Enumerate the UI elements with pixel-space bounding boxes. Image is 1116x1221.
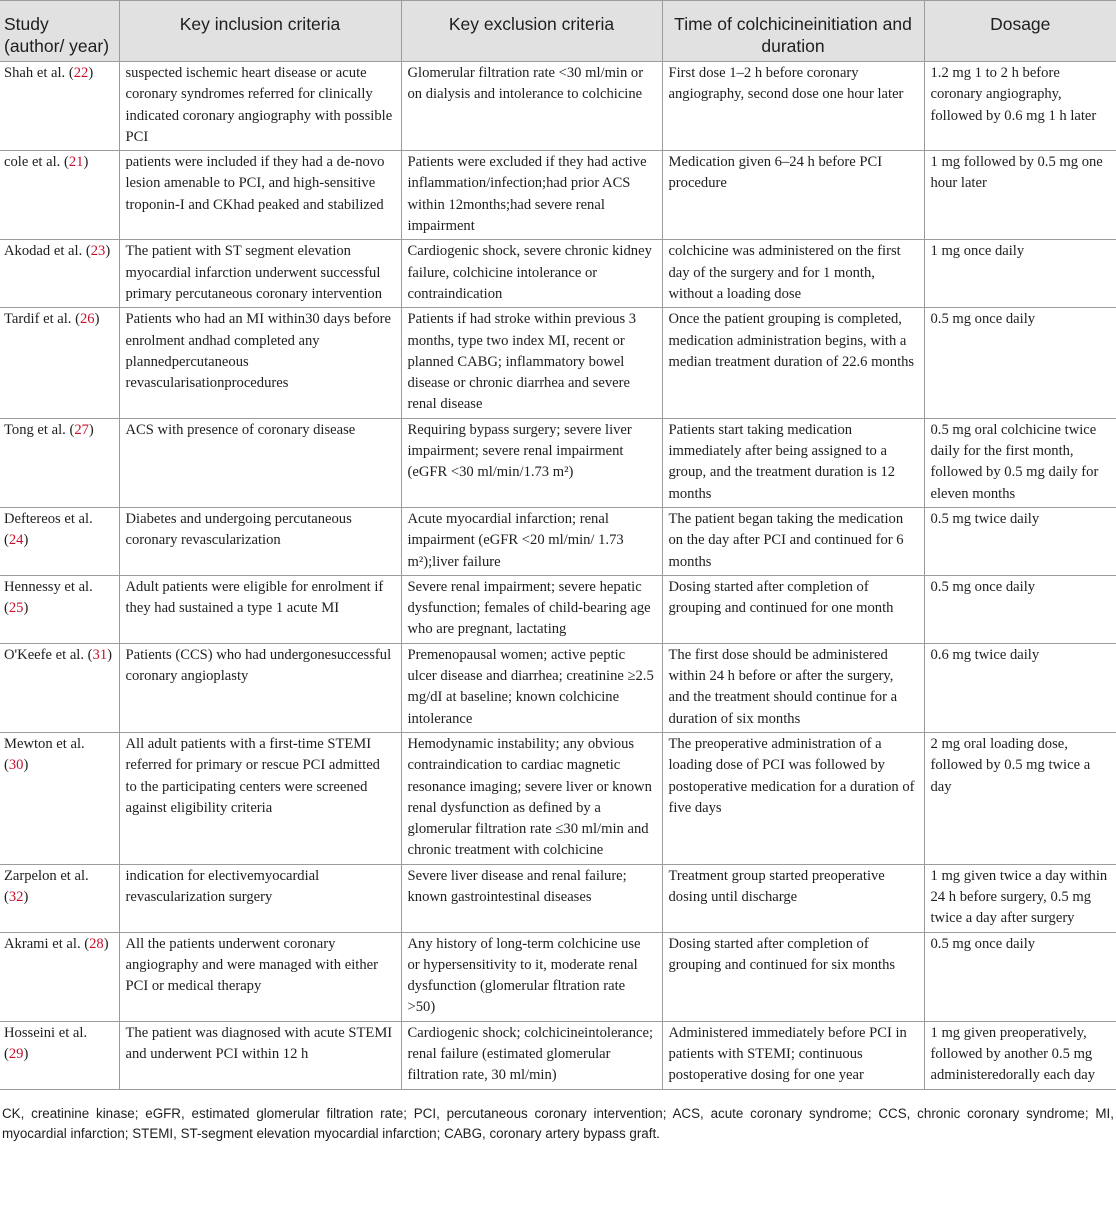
cell-inclusion: The patient was diagnosed with acute STEMI and underwent PCI within 12 h bbox=[119, 1021, 401, 1089]
cell-study: Shah et al. (22) bbox=[0, 62, 119, 151]
cell-exclusion: Severe renal impairment; severe hepatic dysfunction; females of child-bearing age who are pregnant, lactating bbox=[401, 575, 662, 643]
cell-study: Akrami et al. (28) bbox=[0, 932, 119, 1021]
cell-study: Akodad et al. (23) bbox=[0, 240, 119, 308]
reference-link[interactable]: 22 bbox=[73, 65, 89, 81]
cell-inclusion: Adult patients were eligible for enrolment if they had sustained a type 1 acute MI bbox=[119, 575, 401, 643]
cell-dosage: 1 mg given preoperatively, followed by another 0.5 mg administeredorally each day bbox=[924, 1021, 1116, 1089]
cell-exclusion: Requiring bypass surgery; severe liver impairment; severe renal impairment (eGFR <30 ml/min/1.73 m²) bbox=[401, 418, 662, 507]
cell-inclusion: Patients (CCS) who had undergonesuccessful coronary angioplasty bbox=[119, 643, 401, 732]
header-exclusion: Key exclusion criteria bbox=[401, 1, 662, 62]
table-row bbox=[0, 575, 1116, 643]
header-inclusion: Key inclusion criteria bbox=[119, 1, 401, 62]
reference-link[interactable]: 23 bbox=[90, 243, 106, 260]
cell-study: Mewton et al. (30) bbox=[0, 732, 119, 864]
cell-timing: The patient began taking the medication on the day after PCI and continued for 6 months bbox=[662, 507, 924, 575]
table-footnote: CK, creatinine kinase; eGFR, estimated glomerular filtration rate; PCI, percutaneous coronary intervention; ACS, acute coronary syndrome; CCS, chronic coronary syndrome; MI, myocardial infarction; STEMI, ST-segment elevation myocardial infarction; CABG, coronary artery bypass graft. bbox=[2, 1105, 1114, 1141]
cell-timing: Medication given 6–24 h before PCI procedure bbox=[662, 151, 924, 240]
reference-link[interactable]: 28 bbox=[89, 935, 104, 952]
study-name: Hennessy et al. bbox=[4, 578, 93, 595]
cell-inclusion: Diabetes and undergoing percutaneous coronary revascularization bbox=[119, 507, 401, 575]
cell-study: O'Keefe et al. (31) bbox=[0, 643, 119, 732]
study-name: Deftereos et al. bbox=[4, 510, 93, 527]
cell-exclusion: Premenopausal women; active peptic ulcer disease and diarrhea; creatinine ≥2.5 mg/dI at baseline; known colchicine intolerance bbox=[401, 643, 662, 732]
cell-dosage: 1 mg given twice a day within 24 h before surgery, 0.5 mg twice a day after surgery bbox=[924, 864, 1116, 932]
cell-timing: The first dose should be administered within 24 h before or after the surgery, and the treatment should continue for a duration of six months bbox=[662, 643, 924, 732]
table-row bbox=[0, 507, 1116, 575]
cell-dosage: 1.2 mg 1 to 2 h before coronary angiography, followed by 0.6 mg 1 h later bbox=[924, 62, 1116, 151]
reference-link[interactable]: 26 bbox=[79, 311, 95, 328]
cell-inclusion: suspected ischemic heart disease or acute coronary syndromes referred for clinically indicated coronary angiography with possible PCI bbox=[119, 62, 401, 151]
table-row bbox=[0, 418, 1116, 507]
cell-timing: First dose 1–2 h before coronary angiography, second dose one hour later bbox=[662, 62, 924, 151]
cell-dosage: 0.6 mg twice daily bbox=[924, 643, 1116, 732]
cell-inclusion: The patient with ST segment elevation myocardial infarction underwent successful primary percutaneous coronary intervention bbox=[119, 240, 401, 308]
table-row bbox=[0, 151, 1116, 240]
cell-inclusion: patients were included if they had a de-novo lesion amenable to PCI, and high-sensitive troponin-I and CKhad peaked and stabilized bbox=[119, 151, 401, 240]
reference-link[interactable]: 25 bbox=[8, 600, 24, 617]
cell-timing: Treatment group started preoperative dosing until discharge bbox=[662, 864, 924, 932]
cell-exclusion: Cardiogenic shock; colchicineintolerance; renal failure (estimated glomerular filtration rate, 30 ml/min) bbox=[401, 1021, 662, 1089]
table-row bbox=[0, 1021, 1116, 1089]
reference-link[interactable]: 32 bbox=[8, 888, 24, 905]
header-row bbox=[0, 1, 1116, 62]
reference-link[interactable]: 30 bbox=[8, 757, 24, 774]
reference-link[interactable]: 24 bbox=[8, 532, 24, 549]
study-name: Tardif et al. bbox=[4, 311, 72, 328]
cell-timing: Patients start taking medication immediately after being assigned to a group, and the treatment duration is 12 months bbox=[662, 418, 924, 507]
cell-inclusion: indication for electivemyocardial revascularization surgery bbox=[119, 864, 401, 932]
cell-study: Zarpelon et al. (32) bbox=[0, 864, 119, 932]
cell-inclusion: All adult patients with a first-time STEMI referred for primary or rescue PCI admitted to the participating centers were screened against eligibility criteria bbox=[119, 732, 401, 864]
cell-inclusion: Patients who had an MI within30 days before enrolment andhad completed any plannedpercutaneous revascularisationprocedures bbox=[119, 308, 401, 418]
reference-link[interactable]: 31 bbox=[92, 646, 108, 663]
cell-timing: The preoperative administration of a loading dose of PCI was followed by postoperative medication for a duration of five days bbox=[662, 732, 924, 864]
table-row bbox=[0, 732, 1116, 864]
study-name: cole et al. bbox=[4, 154, 61, 171]
table-row bbox=[0, 240, 1116, 308]
cell-exclusion: Severe liver disease and renal failure; known gastrointestinal diseases bbox=[401, 864, 662, 932]
cell-dosage: 0.5 mg twice daily bbox=[924, 507, 1116, 575]
study-name: Akrami et al. bbox=[4, 935, 81, 952]
reference-link[interactable]: 21 bbox=[68, 154, 84, 171]
cell-dosage: 0.5 mg once daily bbox=[924, 308, 1116, 418]
cell-exclusion: Hemodynamic instability; any obvious contraindication to cardiac magnetic resonance imaging; severe liver or known renal dysfunction as defined by a glomerular filtration rate ≤30 ml/min and chronic treatment with colchicine bbox=[401, 732, 662, 864]
header-dosage: Dosage bbox=[924, 1, 1116, 62]
study-name: O'Keefe et al. bbox=[4, 646, 85, 663]
cell-timing: colchicine was administered on the first day of the surgery and for 1 month, without a loading dose bbox=[662, 240, 924, 308]
cell-timing: Dosing started after completion of grouping and continued for one month bbox=[662, 575, 924, 643]
cell-inclusion: All the patients underwent coronary angiography and were managed with either PCI or medical therapy bbox=[119, 932, 401, 1021]
cell-exclusion: Acute myocardial infarction; renal impairment (eGFR <20 ml/min/ 1.73 m²);liver failure bbox=[401, 507, 662, 575]
cell-timing: Dosing started after completion of grouping and continued for six months bbox=[662, 932, 924, 1021]
cell-study: Deftereos et al. (24) bbox=[0, 507, 119, 575]
cell-exclusion: Any history of long-term colchicine use or hypersensitivity to it, moderate renal dysfunction (glomerular fltration rate >50) bbox=[401, 932, 662, 1021]
cell-timing: Administered immediately before PCI in patients with STEMI; continuous postoperative dosing for one year bbox=[662, 1021, 924, 1089]
study-name: Mewton et al. bbox=[4, 735, 85, 752]
table-row bbox=[0, 932, 1116, 1021]
cell-timing: Once the patient grouping is completed, medication administration begins, with a median treatment duration of 22.6 months bbox=[662, 308, 924, 418]
cell-dosage: 0.5 mg once daily bbox=[924, 575, 1116, 643]
cell-study: Tong et al. (27) bbox=[0, 418, 119, 507]
study-name: Akodad et al. bbox=[4, 243, 83, 260]
table-row bbox=[0, 308, 1116, 418]
cell-exclusion: Patients were excluded if they had active inflammation/infection;had prior ACS within 12months;had severe renal impairment bbox=[401, 151, 662, 240]
table-body bbox=[0, 62, 1116, 1090]
cell-dosage: 1 mg followed by 0.5 mg one hour later bbox=[924, 151, 1116, 240]
cell-exclusion: Cardiogenic shock, severe chronic kidney failure, colchicine intolerance or contraindication bbox=[401, 240, 662, 308]
header-study: Study (author/ year) bbox=[0, 1, 119, 62]
cell-dosage: 1 mg once daily bbox=[924, 240, 1116, 308]
cell-study: Hosseini et al. (29) bbox=[0, 1021, 119, 1089]
header-timing: Time of colchicineinitiation and duration bbox=[662, 1, 924, 62]
cell-exclusion: Glomerular filtration rate <30 ml/min or on dialysis and intolerance to colchicine bbox=[401, 62, 662, 151]
cell-dosage: 0.5 mg oral colchicine twice daily for the first month, followed by 0.5 mg daily for eleven months bbox=[924, 418, 1116, 507]
cell-dosage: 0.5 mg once daily bbox=[924, 932, 1116, 1021]
reference-link[interactable]: 27 bbox=[74, 421, 89, 438]
study-name: Tong et al. bbox=[4, 421, 66, 438]
cell-study: Tardif et al. (26) bbox=[0, 308, 119, 418]
cell-inclusion: ACS with presence of coronary disease bbox=[119, 418, 401, 507]
study-name: Zarpelon et al. bbox=[4, 867, 89, 884]
cell-exclusion: Patients if had stroke within previous 3 months, type two index MI, recent or planned CABG; inflammatory bowel disease or chronic diarrhea and severe renal disease bbox=[401, 308, 662, 418]
reference-link[interactable]: 29 bbox=[8, 1046, 24, 1063]
study-name: Shah et al. bbox=[4, 65, 66, 81]
table-row bbox=[0, 864, 1116, 932]
table-row bbox=[0, 643, 1116, 732]
cell-study: cole et al. (21) bbox=[0, 151, 119, 240]
cell-study: Hennessy et al. (25) bbox=[0, 575, 119, 643]
cell-dosage: 2 mg oral loading dose, followed by 0.5 mg twice a day bbox=[924, 732, 1116, 864]
study-name: Hosseini et al. bbox=[4, 1024, 88, 1041]
table-row bbox=[0, 62, 1116, 151]
